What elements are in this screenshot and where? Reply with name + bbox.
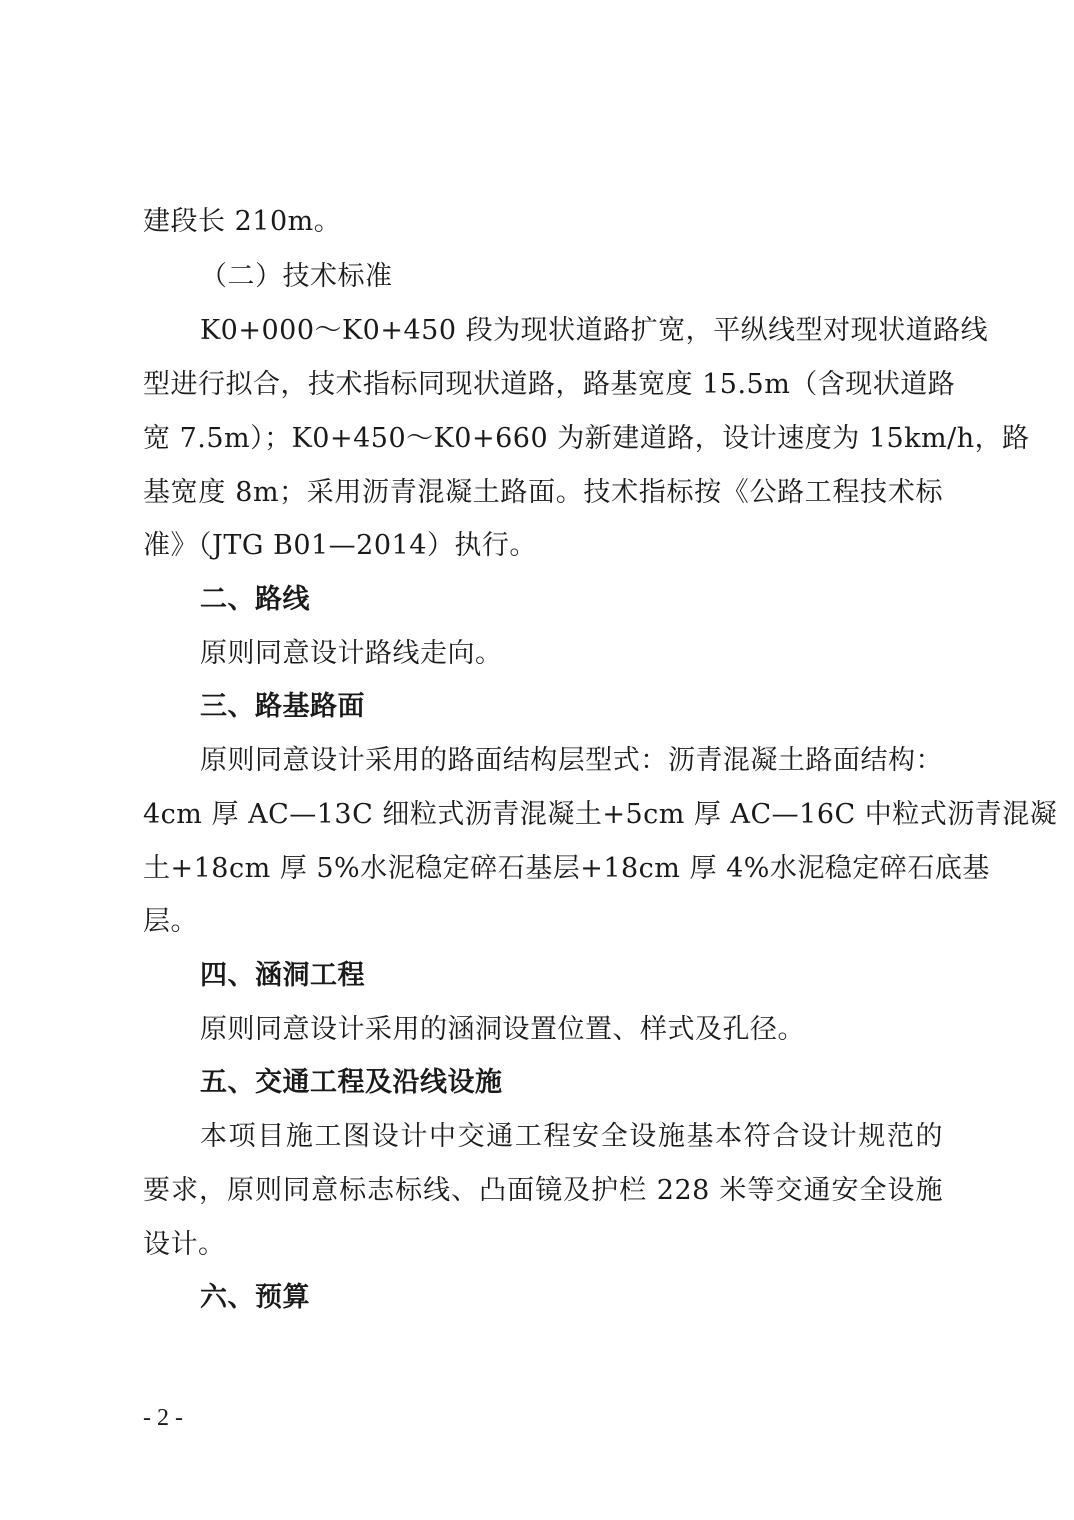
text-line: 型进行拟合，技术指标同现状道路，路基宽度 15.5m（含现状道路 [143,369,956,400]
text-line: 宽 7.5m）；K0+450～K0+660 为新建道路，设计速度为 15km/h，路 [143,423,1030,454]
section-heading: 五、交通工程及沿线设施 [200,1067,503,1098]
text-line: 土+18cm 厚 5%水泥稳定碎石基层+18cm 厚 4%水泥稳定碎石底基 [143,853,990,884]
subsection-title: （二）技术标准 [200,261,393,292]
text-line: K0+000～K0+450 段为现状道路扩宽，平纵线型对现状道路线 [200,315,989,346]
section-heading: 六、预算 [200,1282,310,1313]
text-line: 层。 [143,906,198,937]
text-line: 建段长 210m。 [143,206,342,237]
section-heading: 二、路线 [200,584,310,615]
text-line: 本项目施工图设计中交通工程安全设施基本符合设计规范的 [200,1121,943,1152]
text-line: 原则同意设计路线走向。 [200,638,503,669]
text-line: 设计。 [143,1229,226,1260]
text-line: 原则同意设计采用的涵洞设置位置、样式及孔径。 [200,1014,805,1045]
text-line: 要求，原则同意标志标线、凸面镜及护栏 228 米等交通安全设施 [143,1175,943,1206]
text-line: 准》（JTG B01—2014）执行。 [143,530,537,561]
section-heading: 三、路基路面 [200,691,365,722]
text-line: 基宽度 8m；采用沥青混凝土路面。技术指标按《公路工程技术标 [143,477,943,508]
section-heading: 四、涵洞工程 [200,960,365,991]
page-number: - 2 - [143,1405,183,1431]
text-line: 原则同意设计采用的路面结构层型式：沥青混凝土路面结构： [200,745,943,776]
text-line: 4cm 厚 AC—13C 细粒式沥青混凝土+5cm 厚 AC—16C 中粒式沥青混凝 [143,799,1058,830]
